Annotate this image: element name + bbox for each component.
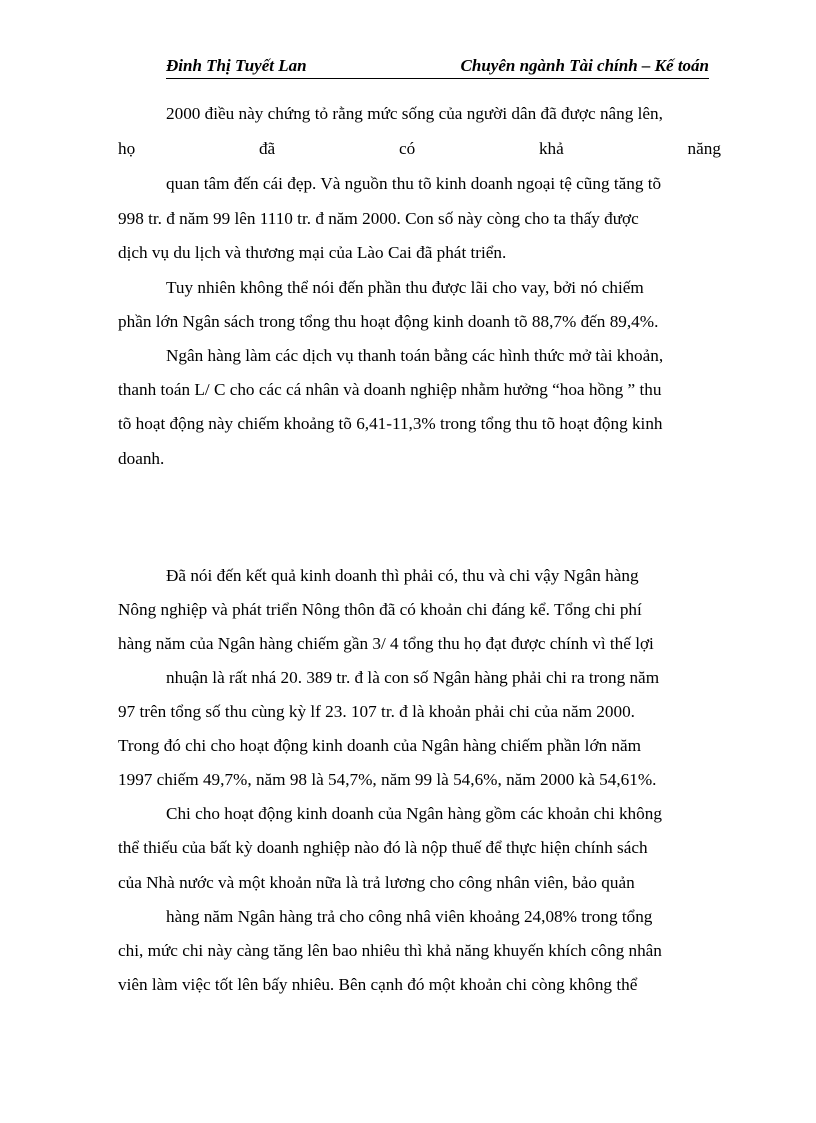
text-line-justified: [118, 139, 721, 159]
text-line: Trong đó chi cho hoạt động kinh doanh của Ngân hàng chiếm phần lớn năm: [118, 736, 642, 755]
text-line: 1997 chiếm 49,7%, năm 98 là 54,7%, năm 99 là 54,6%, năm 2000 kà 54,61%.: [118, 770, 657, 789]
text-line: tõ hoạt động này chiếm khoảng tõ 6,41-11,3% trong tổng thu tõ hoạt động kinh: [118, 414, 663, 433]
word: họ: [118, 139, 136, 158]
text-line: Tuy nhiên không thể nói đến phần thu được lãi cho vay, bởi nó chiếm: [166, 278, 644, 297]
word: có: [398, 139, 416, 158]
word: đã: [258, 139, 276, 158]
word: khả: [538, 139, 564, 158]
page-header: [166, 52, 709, 79]
text-line: của Nhà nước và một khoản nữa là trả lương cho công nhân viên, bảo quản: [118, 873, 635, 892]
text-line: Đã nói đến kết quả kinh doanh thì phải có, thu và chi vậy Ngân hàng: [166, 566, 639, 585]
header-major: Chuyên ngành Tài chính – Kế toán: [460, 56, 709, 75]
text-line: chi, mức chi này càng tăng lên bao nhiêu thì khả năng khuyến khích công nhân: [118, 941, 662, 960]
text-line: doanh.: [118, 449, 165, 468]
header-author: Đinh Thị Tuyết Lan: [166, 56, 307, 75]
text-line: hàng năm của Ngân hàng chiếm gần 3/ 4 tổng thu họ đạt được chính vì thế lợi: [118, 634, 654, 653]
text-line: thanh toán L/ C cho các cá nhân và doanh nghiệp nhằm hưởng “hoa hồng ” thu: [118, 380, 662, 399]
text-line: thể thiếu của bất kỳ doanh nghiệp nào đó là nộp thuế để thực hiện chính sách: [118, 838, 648, 857]
text-line: quan tâm đến cái đẹp. Và nguồn thu tõ kinh doanh ngoại tệ cũng tăng tõ: [166, 174, 662, 193]
text-line: 97 trên tổng số thu cùng kỳ lf 23. 107 tr. đ là khoản phải chi của năm 2000.: [118, 702, 635, 721]
text-line: 998 tr. đ năm 99 lên 1110 tr. đ năm 2000. Con số này còng cho ta thấy được: [118, 209, 639, 228]
text-line: nhuận là rất nhá 20. 389 tr. đ là con số Ngân hàng phải chi ra trong năm: [166, 668, 660, 687]
text-line: 2000 điều này chứng tỏ rằng mức sống của người dân đã được nâng lên,: [166, 104, 663, 123]
text-line: Chi cho hoạt động kinh doanh của Ngân hàng gồm các khoản chi không: [166, 804, 662, 823]
word: năng: [687, 139, 721, 158]
text-line: hàng năm Ngân hàng trả cho công nhâ viên khoảng 24,08% trong tổng: [166, 907, 653, 926]
text-line: phần lớn Ngân sách trong tổng thu hoạt động kinh doanh tõ 88,7% đến 89,4%.: [118, 312, 659, 331]
text-line: Nông nghiệp và phát triển Nông thôn đã có khoản chi đáng kể. Tổng chi phí: [118, 600, 642, 619]
text-line: viên làm việc tốt lên bấy nhiêu. Bên cạnh đó một khoản chi còng không thể: [118, 975, 638, 994]
text-line: dịch vụ du lịch và thương mại của Lào Cai đã phát triển.: [118, 243, 507, 262]
text-line: Ngân hàng làm các dịch vụ thanh toán bằng các hình thức mở tài khoản,: [166, 346, 664, 365]
